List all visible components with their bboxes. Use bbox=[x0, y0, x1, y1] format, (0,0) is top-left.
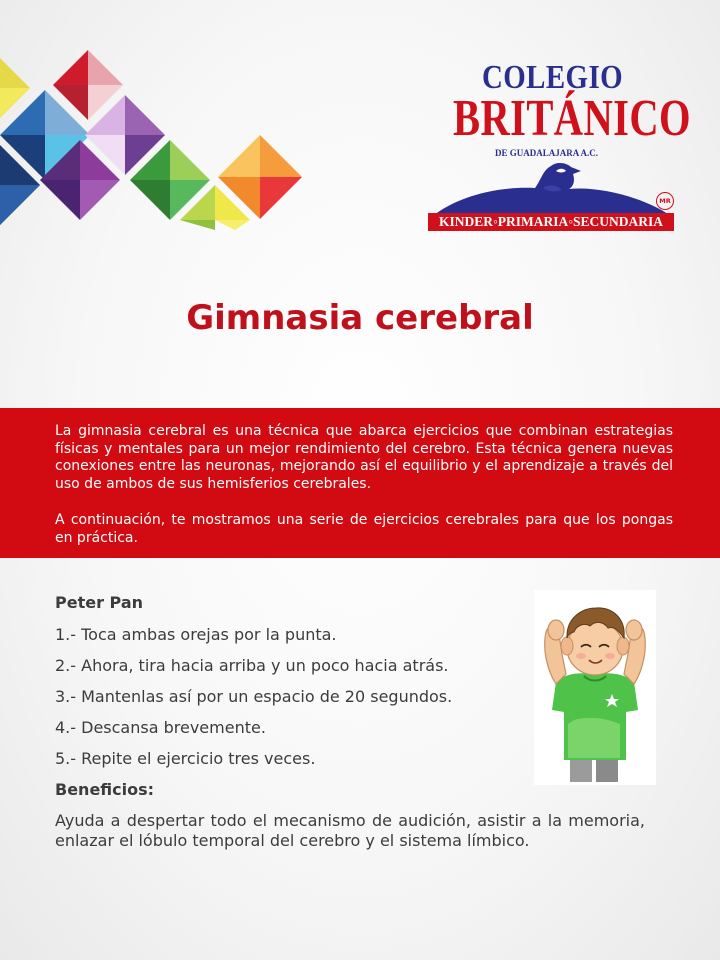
logo-colegio-text: COLEGIO bbox=[481, 59, 624, 96]
intro-paragraph-2: A continuación, te mostramos una serie de ejercicios cerebrales para que los pongas en práctica. bbox=[55, 512, 673, 546]
school-logo bbox=[425, 59, 691, 235]
logo-subtitle: DE GUADALAJARA A.C. bbox=[495, 148, 599, 158]
benefits-text: Ayuda a despertar todo el mecanismo de audición, asistir a la memoria, enlazar el lóbulo temporal del cerebro y el sistema límbico. bbox=[55, 811, 645, 850]
step-item: 1.- Toca ambas orejas por la punta. bbox=[55, 625, 337, 644]
step-item: 4.- Descansa brevemente. bbox=[55, 718, 266, 737]
colored-diamonds-decoration bbox=[0, 40, 310, 240]
intro-band bbox=[0, 408, 720, 558]
boy-pulling-ears-illustration bbox=[534, 590, 656, 785]
page-title: Gimnasia cerebral bbox=[186, 298, 534, 338]
intro-paragraph-1: La gimnasia cerebral es una técnica que abarca ejercicios que combinan estrategias físicas y mentales para un mejor rendimiento del cerebro. Esta técnica genera nuevas conexiones entre las neuronas, mejorando así el equilibrio y el aprendizaje a través del uso de ambos de sus hemisferios cerebrales. bbox=[55, 423, 673, 492]
eagle-emblem-icon bbox=[425, 158, 680, 218]
registered-mark: MR bbox=[656, 192, 674, 210]
logo-levels-banner: KINDER◦PRIMARIA◦SECUNDARIA bbox=[428, 213, 674, 231]
step-item: 3.- Mantenlas así por un espacio de 20 segundos. bbox=[55, 687, 453, 706]
benefits-title: Beneficios: bbox=[55, 780, 155, 799]
step-item: 5.- Repite el ejercicio tres veces. bbox=[55, 749, 316, 768]
exercise-title: Peter Pan bbox=[55, 593, 144, 612]
step-item: 2.- Ahora, tira hacia arriba y un poco hacia atrás. bbox=[55, 656, 449, 675]
logo-britanico-text: BRITÁNICO bbox=[453, 90, 691, 147]
